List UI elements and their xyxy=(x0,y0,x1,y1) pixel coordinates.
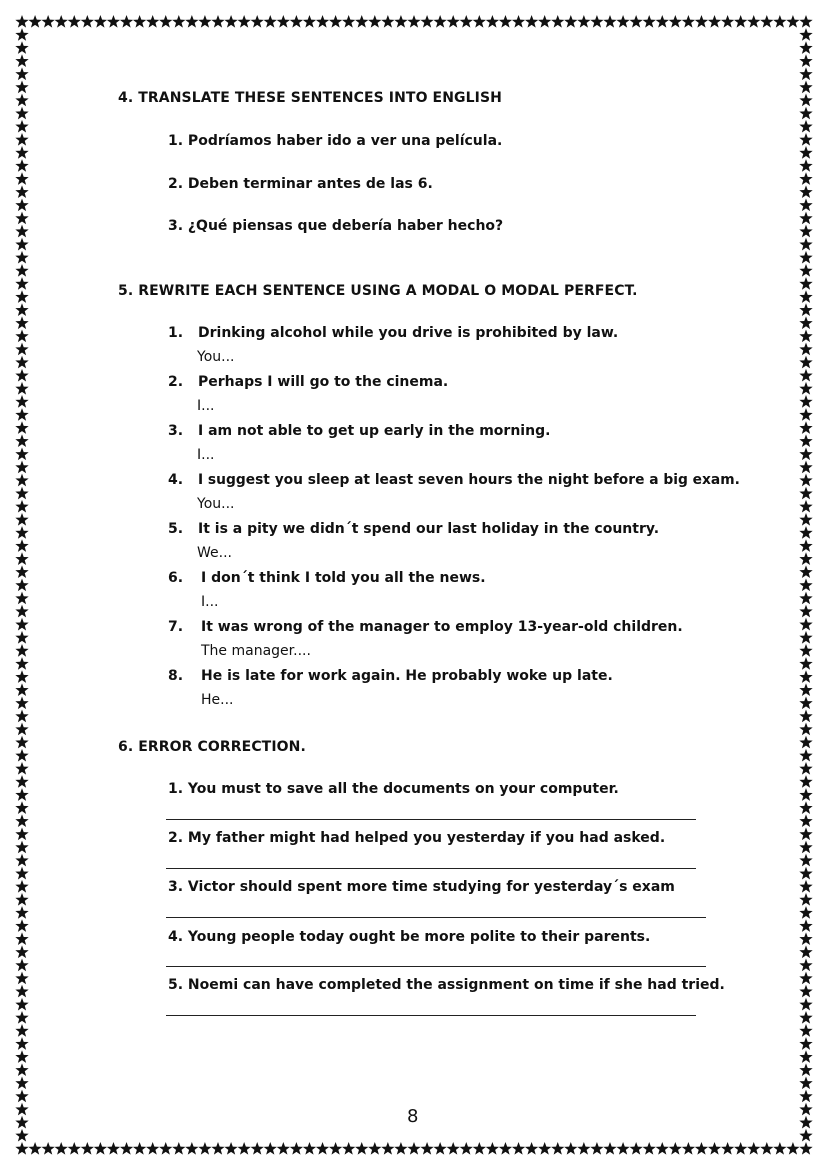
rewrite-item-5 xyxy=(168,521,659,537)
section-rewrite-title: 5. REWRITE EACH SENTENCE USING A MODAL O MODAL PERFECT. xyxy=(118,283,638,299)
error-item-3: 3. Victor should spent more time studying for yesterday´s exam xyxy=(168,879,675,895)
section-errors-title: 6. ERROR CORRECTION. xyxy=(118,739,306,755)
rewrite-item-text: It is a pity we didn´t spend our last holiday in the country. xyxy=(198,521,660,537)
rewrite-item-4-start: You... xyxy=(197,496,235,512)
translate-item-3: 3. ¿Qué piensas que debería haber hecho? xyxy=(168,218,504,234)
answer-line[interactable] xyxy=(166,868,696,869)
rewrite-item-4 xyxy=(168,472,740,488)
answer-line[interactable] xyxy=(166,1015,696,1016)
rewrite-item-number: 3. xyxy=(168,423,184,439)
rewrite-item-6-start: I... xyxy=(201,594,219,610)
error-item-2: 2. My father might had helped you yesterday if you had asked. xyxy=(168,830,666,846)
rewrite-item-2-start: I... xyxy=(197,398,215,414)
rewrite-item-text: I don´t think I told you all the news. xyxy=(201,570,486,586)
rewrite-item-text: Perhaps I will go to the cinema. xyxy=(198,374,449,390)
rewrite-item-number: 7. xyxy=(168,619,184,635)
page-number: 8 xyxy=(407,1106,419,1127)
rewrite-item-number: 1. xyxy=(168,325,184,341)
rewrite-item-8-start: He... xyxy=(201,692,234,708)
rewrite-item-text: He is late for work again. He probably woke up late. xyxy=(201,668,613,684)
rewrite-item-8 xyxy=(168,668,613,684)
section-translate-title: 4. TRANSLATE THESE SENTENCES INTO ENGLISH xyxy=(118,90,502,106)
answer-line[interactable] xyxy=(166,917,706,918)
rewrite-item-number: 5. xyxy=(168,521,184,537)
rewrite-item-text: I am not able to get up early in the morning. xyxy=(198,423,551,439)
translate-item-1: 1. Podríamos haber ido a ver una película. xyxy=(168,133,503,149)
rewrite-item-number: 8. xyxy=(168,668,184,684)
rewrite-item-text: Drinking alcohol while you drive is prohibited by law. xyxy=(198,325,619,341)
error-item-5: 5. Noemi can have completed the assignment on time if she had tried. xyxy=(168,977,725,993)
rewrite-item-7 xyxy=(168,619,683,635)
error-item-4: 4. Young people today ought be more polite to their parents. xyxy=(168,929,651,945)
rewrite-item-text: It was wrong of the manager to employ 13-year-old children. xyxy=(201,619,683,635)
translate-item-2: 2. Deben terminar antes de las 6. xyxy=(168,176,433,192)
rewrite-item-2 xyxy=(168,374,448,390)
rewrite-item-1-start: You... xyxy=(197,349,235,365)
error-item-1: 1. You must to save all the documents on your computer. xyxy=(168,781,619,797)
rewrite-item-7-start: The manager.... xyxy=(201,643,311,659)
rewrite-item-1 xyxy=(168,325,618,341)
answer-line[interactable] xyxy=(166,819,696,820)
rewrite-item-5-start: We... xyxy=(197,545,232,561)
answer-line[interactable] xyxy=(166,966,706,967)
rewrite-item-text: I suggest you sleep at least seven hours the night before a big exam. xyxy=(198,472,740,488)
rewrite-item-3 xyxy=(168,423,550,439)
rewrite-item-6 xyxy=(168,570,486,586)
rewrite-item-number: 6. xyxy=(168,570,184,586)
rewrite-item-number: 4. xyxy=(168,472,184,488)
rewrite-item-number: 2. xyxy=(168,374,184,390)
rewrite-item-3-start: I... xyxy=(197,447,215,463)
